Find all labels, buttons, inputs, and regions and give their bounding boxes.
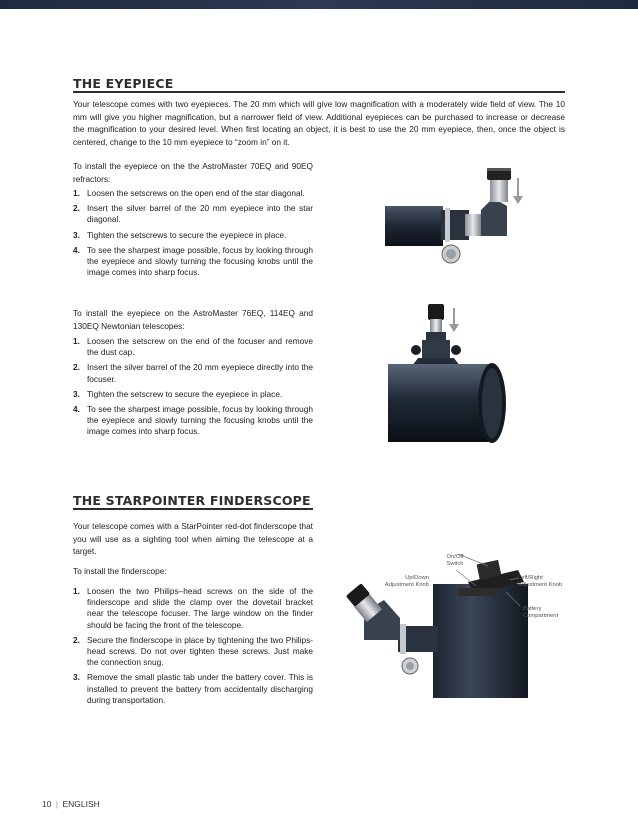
callout-up-down-knob: Up/Down Adjustment Knob	[384, 575, 429, 588]
page-footer	[42, 799, 100, 809]
finderscope-steps	[73, 586, 313, 710]
callout-on-off-switch: On/Off Switch	[446, 554, 464, 567]
top-banner	[0, 0, 638, 9]
eyepiece-intro: Your telescope comes with two eyepieces. The 20 mm which will give low magnification with a moderately wide field of view. The 10 mm will give you higher magnification, but a narrower field of view. Additional eyepieces can be purchased to increase or decrease the magnification to your desired level. When first locating an object, it is best to use the 20 mm eyepiece, then, once the object is centered, change to the 10 mm eyepiece to “zoom in” on it.	[73, 99, 565, 147]
newtonian-step: 2. Insert the silver barrel of the 20 mm eyepiece directly into the focuser.	[73, 362, 313, 384]
finderscope-section-title: THE STARPOINTER FINDERSCOPE	[73, 493, 311, 508]
starpointer-finderscope-illustration	[338, 548, 568, 698]
finderscope-step: 1. Loosen the two Philips–head screws on the side of the finderscope and slide the clamp over the dovetail bracket near the telescope focuser. The large window on the finder should be facing the front of the telescope.	[73, 586, 313, 630]
refractor-step: 2. Insert the silver barrel of the 20 mm eyepiece into the star diagonal.	[73, 203, 313, 225]
page-number: 10	[42, 799, 52, 809]
refractor-step: 1. Loosen the setscrews on the open end of the star diagonal.	[73, 188, 305, 198]
footer-separator: |	[55, 799, 59, 809]
refractor-step: 3. Tighten the setscrews to secure the eyepiece in place.	[73, 229, 287, 240]
eyepiece-section-title: THE EYEPIECE	[73, 76, 174, 91]
newtonian-focuser-illustration	[388, 300, 528, 462]
newtonian-step: 4. To see the sharpest image possible, focus by looking through the eyepiece and slowly turning the focusing knobs until the image comes into sharp focus.	[73, 404, 313, 437]
callout-left-right-knob: Left/Right Adjustment Knob	[518, 575, 563, 588]
refractor-steps	[73, 188, 313, 282]
finderscope-intro: Your telescope comes with a StarPointer red-dot finderscope that you will use as a sighting tool when aiming the telescope at a target.	[73, 521, 313, 557]
newtonian-step: 3. Tighten the setscrew to secure the eyepiece in place.	[73, 388, 283, 399]
finderscope-step: 3. Remove the small plastic tab under the battery cover. This is installed to prevent the battery from accidentally discharging during transportation.	[73, 672, 313, 705]
refractor-install-intro: To install the eyepiece on the the AstroMaster 70EQ and 90EQ refractors:	[73, 161, 313, 184]
refractor-step: 4. To see the sharpest image possible, focus by looking through the eyepiece and slowly turning the focusing knobs until the image comes into sharp focus.	[73, 244, 313, 278]
finderscope-install-intro: To install the finderscope:	[73, 566, 167, 576]
refractor-diagonal-illustration	[385, 158, 535, 276]
finderscope-step: 2. Secure the finderscope in place by tightening the two Philips-head screws. Do not over tighten these screws. Just make the connection snug.	[73, 634, 313, 668]
newtonian-steps	[73, 336, 313, 442]
callout-battery-compartment: Battery Compartment	[523, 606, 559, 619]
newtonian-install-intro: To install the eyepiece on the AstroMaster 76EQ, 114EQ and 130EQ Newtonian telescopes:	[73, 308, 313, 331]
newtonian-step: 1. Loosen the setscrew on the end of the focuser and remove the dust cap.	[73, 336, 313, 358]
footer-language: ENGLISH	[62, 799, 100, 809]
finderscope-title-rule	[73, 508, 313, 510]
eyepiece-title-rule	[73, 91, 565, 93]
